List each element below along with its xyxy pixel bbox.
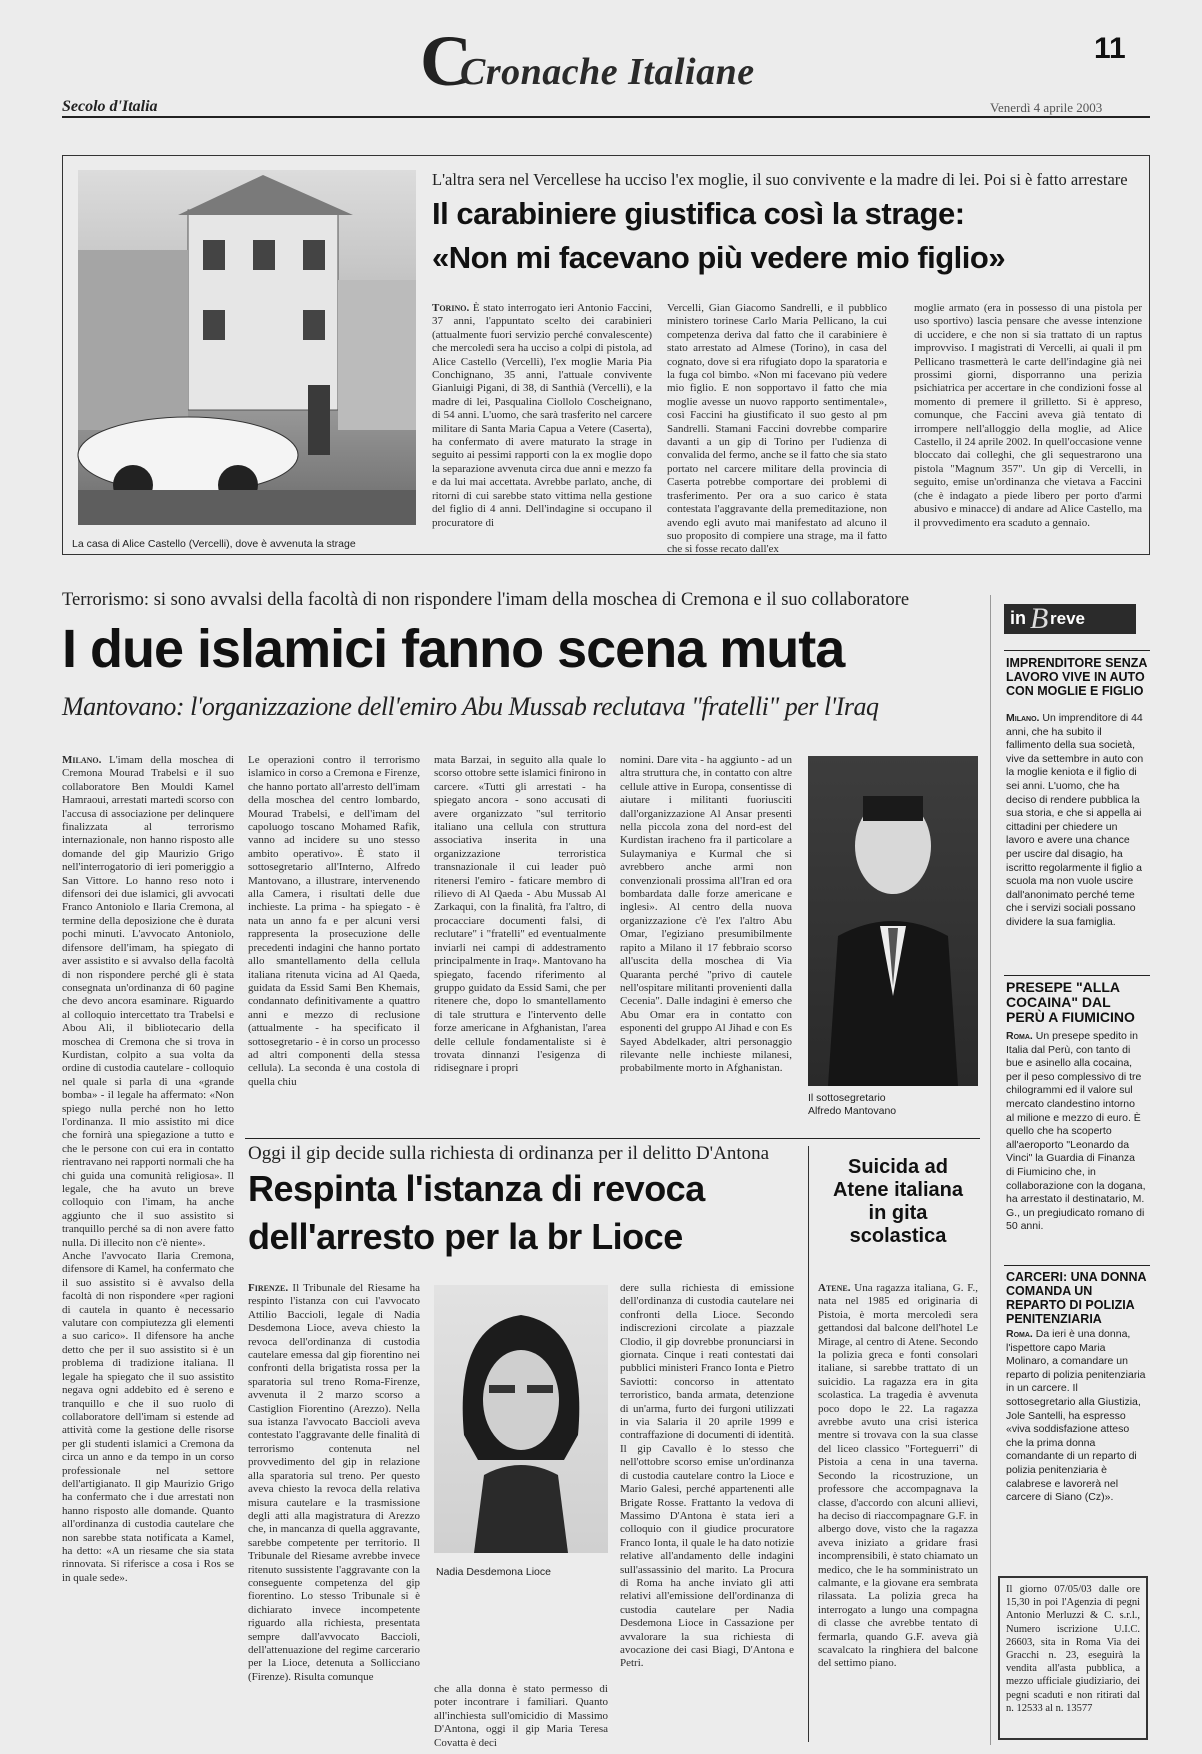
section-title-big-c: C [420, 21, 472, 101]
story2-col4: nomini. Dare vita - ha aggiunto - ad un altra struttura che, in contatto con altre cellule attive in Europa, consentisse di aiutare i militanti fuoriusciti dall'organizzazione Al Ansar presenti nella piccola zona del nord-est del Kurdistan iracheno fra il particolare a Sulaymaniya e Kurmal che si avrebbero anche armi non convenzionali prossima all'Iran ed ora bombardata dalle forze americane e inglesi». Al centro della nuova organizzazione c'è l'ex l'altro Abu Omar, l'egiziano presumibilmente rapito a Milano il 17 febbraio scorso all'uscita della moschea di Via Quaranta perché "privo di cautele nell'ospitare militanti provenienti dalla Cecenia". Dalle indagini è emerso che Abu Omar era in contatto con esponenti del gruppo Al Jihad e con Es Sayed Abdelkader, altri personaggio rilevante nelle inchieste milanesi, probabilmente morto in Afghanistan. [620, 754, 792, 1075]
inbreve-rule-2 [1004, 975, 1150, 976]
brief-2-head: PRESEPE "ALLA COCAINA" DAL PERÙ A FIUMICINO [1006, 979, 1135, 1025]
brief-2-text [1006, 1030, 1146, 1260]
story1-photo [78, 170, 416, 525]
inbreve-title-mark: B [1030, 602, 1049, 635]
story2-headline: I due islamici fanno scena muta [62, 619, 845, 679]
issue-date: Venerdì 4 aprile 2003 [990, 100, 1103, 115]
brief-2-lead: Roma. [1006, 1030, 1033, 1042]
section-title [420, 21, 800, 101]
brief-3-body: Da ieri è una donna, l'ispettore capo Maria Molinaro, a comandare un reparto di polizia penitenziaria in un carcere. Il sottosegretario alla Giustizia, Jole Santelli, ha espresso «viva soddisfazione atteso che la prima donna comandante di un reparto di polizia penitenziaria è calabrese e lavorerà nel carcere di Siano (Cz)». [1006, 1328, 1146, 1504]
story2-col1-text: L'imam della moschea di Cremona Mourad Trabelsi e il suo collaboratore Ben Mouldi Kamel Hamraoui, arrestati martedì scorso con l'accusa di associazione per delinquere finalizzata al terrorismo internazionale, non hanno risposto alle domande del gip Maurizio Grigo nell'interrogatorio di ieri pomeriggio a San Vittore. Lo hanno reso noto i difensori dei due islamici, gli avvocati Franco Antoniolo e Ilaria Cremona, al termine della deposizione che è durata pochi minuti. L'avvocato Antoniolo, difensore dell'imam, ha spiegato di aver assistito e si avvalso della facoltà di non rispondere perché gli è stata consegnata un'ordinanza di 60 pagine che devo ancora esaminare. Riguardo al colloquio intercettato tra Trabelsi e Abou Ali, il bibliotecario della moschea di Cremona che si trova in Kurdistan, colpito a sua volta da ordine di custodia cautelare - colloquio nel quale si parla di una «grande bomba» - il legale ha affermato: «Non spiego nulla perché non ho letto l'ordinanza. Il mio assistito mi dice che fornirà una spiegazione a tutto e che le persone con cui era in contatto rientravano nei rapporti normali che ha chi guida una comunità religiosa». Il legale, che ha avuto un breve colloquio con l'imam, ha anche aggiunto che il suo assistito si tranquillo perché sa di non avere fatto nulla. Di illecito non c'è niente». [62, 754, 235, 1249]
brief-1-text [1006, 712, 1146, 997]
story1-col1-text: È stato interrogato ieri Antonio Faccini, 37 anni, l'appuntato scelto dei carabinieri (attualmente fuori servizio perché convalescente) che mercoledì sera ha ucciso a colpi di pistola, ad Alice Castello (Vercelli), l'ex moglie Maria Pia Conchignano, 35 anni, l'attuale convivente Gianluigi Pigani, di 38, di Santhià (Vercelli), e la madre di lei, Pasqualina Ciollolo Coscheignano, di 54 anni. L'uomo, che sarà trasferito nel carcere militare di Santa Maria Capua a Vetere (Caserta), ha confermato di avere maturato la strage in seguito ai pessimi rapporti con la ex moglie dopo la separazione avvenuta circa due anni e mezzo fa e da lui mai accettata. Avrebbe parlato, anche, di ritorni di cui sarebbe stato vittima nella gestione del figlio di 4 anni. Dell'indagine si occupano il procuratore di [432, 302, 652, 529]
portrait-mantovano [808, 756, 978, 1086]
story2-kicker: Terrorismo: si sono avvalsi della facoltà di non rispondere l'imam della moschea di Cremona e il suo collaboratore [62, 590, 910, 610]
story3-headline-1: Respinta l'istanza di revoca [248, 1168, 705, 1209]
story2-bottom-rule [245, 1138, 980, 1139]
inbreve-title-prefix: in [1010, 608, 1026, 628]
brief-1-lead: Milano. [1006, 712, 1040, 724]
story1-photo-caption: La casa di Alice Castello (Vercelli), dove è avvenuta la strage [72, 538, 356, 550]
story3-kicker: Oggi il gip decide sulla richiesta di ordinanza per il delitto D'Antona [248, 1143, 770, 1164]
paper-name: Secolo d'Italia [62, 98, 158, 115]
brief-1-body: Un imprenditore di 44 anni, che ha subito il fallimento della sua società, vive da settembre in auto con la moglie keniota e il figlio di sei anni. L'uomo, che ha deciso di rendere pubblica la sua storia, e che si appella ai cittadini per chiedere un lavoro e avere una chance per uscire dal disagio, ha iscritto regolarmente il figlio a scuola ma non vuole uscire dall'anonimato perché teme che i servizi sociali possano dividere la sua famiglia. [1006, 712, 1144, 928]
story1-col1 [432, 302, 652, 550]
story1-col2: Vercelli, Gian Giacomo Sandrelli, e il pubblico ministero torinese Carlo Maria Pellicano, la cui competenza deriva dal fatto che il carabiniere è stato arrestato ad Almese (Torino), in casa del cognato, dove si era rifugiato dopo la sparatoria e la fuga col bimbo. «Non mi facevano più vedere mio figlio. E non sopportavo il fatto che mia moglie avesse un nuovo rapporto sentimentale», così Faccini ha giustificato il suo gesto al pm Sandrelli. Stamani Faccini dovrebbe comparire davanti a un gip di Torino per l'udienza di convalida del fermo, anche se il fatto che sia stato portato nel carcere militare della provincia di Caserta potrebbe comportare dei problemi di trasferimento. Per ora a suo carico è stata contestata l'aggravante della premeditazione, non avendo egli avuto mai manifestato ad alcuno il suo proposito di compiere una strage, ma il fatto che si fosse recato dall'ex [667, 302, 887, 556]
story3-photo [434, 1285, 608, 1553]
story2-photo-caption-2: Alfredo Mantovano [808, 1105, 897, 1117]
brief-3-head: CARCERI: UNA DONNA COMANDA UN REPARTO DI POLIZIA PENITENZIARIA [1006, 1270, 1147, 1326]
notice-text: Il giorno 07/05/03 dalle ore 15,30 in poi l'Agenzia di pegni Antonio Merluzzi & C. s.r.l., Numero iscrizione U.I.C. 26603, sita in Roma Via dei Gracchi n. 23, eseguirà la vendita all'asta pubblica, a mezzo ufficiale giudiziario, dei pegni scaduti e non ritirati dal n. 12533 al n. 13577 [1006, 1584, 1140, 1714]
story2-col1-lead: Milano. [62, 754, 102, 766]
story4-col [818, 1282, 978, 1734]
inbreve-title-suffix: reve [1050, 609, 1085, 628]
story4-col-text: Una ragazza italiana, G. F., nata nel 1985 ed originaria di Pistoia, è morta mercoledì sera gettandosi dal balcone dell'hotel Le Mirage, al centro di Atene. Secondo la polizia greca e fonti consolari italiane, si sarebbe trattato di un suicidio. La ragazza era in gita scolastica. La tragedia è avvenuta poco dopo le 22. La ragazza avrebbe avuto una crisi isterica mentre si trovava con la sua classe del liceo classico "Forteguerri" di Pistoia a cena in una taverna. Secondo la ricostruzione, un professore che accompagnava la classe, d'accordo con alcuni allievi, ha deciso di riaccompagnare G.F. in albergo dove, visto che la ragazza aveva iniziato a gridare frasi incomprensibili, è stato chiamato un medico, che le ha somministrato un calmante, e la giovane era sembrata rilassata. La polizia greca ha interrogato a lungo una compagna di classe che avrebbe tentato di fermarla, quando G.F. aveva già scavalcato la ringhiera del balcone del settimo piano. [818, 1282, 978, 1670]
portrait-lioce [434, 1285, 608, 1553]
story2-photo [808, 756, 978, 1086]
story1-kicker: L'altra sera nel Vercellese ha ucciso l'ex moglie, il suo convivente e la madre di lei. Poi si è fatto arrestare [432, 170, 1128, 189]
story1-col3: moglie armato (era in possesso di una pistola per uso sportivo) lascia pensare che avesse intenzione di uccidere, e che non si sia trattato di un raptus improvviso. I magistrati di Vercelli, ai quali il pm Pellicano trasmetterà le carte dell'indagine già nei prossimi giorni, disporranno una perizia psichiatrica per accertare in che condizioni fosse al momento di premere il grilletto. Si è appreso, comunque, che Faccini aveva già tentato di irrompere nell'alloggio della moglie, ad Alice Castello, il 24 aprile 2002. In quell'occasione venne bloccato dai colleghi, che gli sequestrarono una pistola "Magnum 357". Un gip di Vercelli, in seguito, emise un'ordinanza che vietava a Faccini (che è indagato a piede libero per porto d'armi abusivo e minacce) di andare ad Alice Castello, ma il provvedimento era scaduto a gennaio. [914, 302, 1142, 529]
story4-col-lead: Atene. [818, 1282, 851, 1294]
story3-photo-caption: Nadia Desdemona Lioce [436, 1566, 551, 1578]
story3-col1 [248, 1282, 420, 1734]
story2-photo-caption-1: Il sottosegretario [808, 1092, 886, 1104]
inbreve-rule-3 [1004, 1265, 1150, 1266]
story3-col2: dere sulla richiesta di emissione dell'ordinanza di custodia cautelare nei confronti della Lioce. Secondo indiscrezioni circolate a piazzale Clodio, il gip dovrebbe pronunciarsi in giornata. Cinque i reati contestati dai pubblici ministeri Franco Ionta e Pietro Saviotti: concorso in attentato terroristico, banda armata, detenzione di un'arma, furto dei furgoni utilizzati in via Salaria il 20 aprile 1999 e contraffazione di documenti di identità. Il gip Cavallo è lo stesso che nell'ottobre scorso emise un'ordinanza di custodia cautelare contro la Lioce e Mario Galesi, perché appartenenti alle Brigate Rosse. Frattanto la vedova di Massimo D'Antona è stata ieri a colloquio con il giudice procuratore Franco Ionta, il quale le ha dato notizie relative all'andamento delle indagini sull'assassinio del marito. La Procura di Roma ha anche inviato gli atti relativi all'emissione dell'ordinanza di custodia cautelare per Nadia Desdemona Lioce in Cassazione per avvalorare la sua richiesta di avocazione dei casi Biagi, D'Antona e Petri. [620, 1282, 794, 1670]
story1-headline-2: «Non mi facevano più vedere mio figlio» [432, 240, 1006, 275]
brief-3-lead: Roma. [1006, 1328, 1033, 1340]
story3-col1-text: Il Tribunale del Riesame ha respinto l'istanza con cui l'avvocato Attilio Baccioli, legale di Nadia Desdemona Lioce, aveva chiesto la revoca dell'ordinanza di custodia cautelare emessa dal gip fiorentino nei confronti della brigatista rossa per la sparatoria sul treno Roma-Firenze, avvenuta il 2 marzo scorso a Castiglion Fiorentino (Arezzo). Nella sua istanza l'avvocato Baccioli aveva contestato l'aggravante delle finalità di terrorismo contenuta nel provvedimento del gip in relazione alla sparatoria sul treno. Per questo aveva chiesto la revoca della relativa misura cautelare e la trasmissione degli atti alla magistratura di Arezzo che, in mancanza di quella aggravante, sarebbe competente per territorio. Il Tribunale del Riesame avrebbe invece ritenuto sussistente l'aggravante con la conseguente competenza del gip fiorentino. Lo stesso Tribunale si è dichiarato invece incompetente riguardo alla richiesta, presentata sempre dall'avvocato Baccioli, dell'attenuazione del regime carcerario per la Lioce, detenuta a Sollicciano (Firenze). Risulta comunque [248, 1282, 420, 1683]
brief-2-body: Un presepe spedito in Italia dal Perù, con tanto di bue e asinello alla cocaina, per il peso complessivo di tre chilogrammi ed il valore sul mercato clandestino intorno al milione e mezzo di euro. È quello che ha scoperto all'aeroporto "Leonardo da Vinci" la Guardia di Finanza di Fiumicino che, in collaborazione con la dogana, ha arrestato il destinatario, M. G., un pregiudicato romano di 50 anni. [1006, 1030, 1146, 1233]
notice-box [998, 1576, 1148, 1740]
masthead-rule [62, 116, 1150, 118]
story2-col1 [62, 754, 234, 1734]
story2-col2: Le operazioni contro il terrorismo islamico in corso a Cremona e Firenze, che hanno portato all'arresto dell'imam della moschea del centro lombardo, Mourad Trabelsi, e dell'imam del capoluogo toscano Mohamed Rafik, vanno ad incidere su uno stesso ambito operativo». È stato il sottosegretario all'Interno, Alfredo Mantovano, a illustrare, intervenendo alla Camera, i risultati delle due inchieste. La prima - ha spiegato - è nata un anno fa e per alcuni versi rappresenta la prosecuzione delle precedenti indagini che hanno portato allo smantellamento della cellula italiana ritenuta vicina ad Al Qaeda, guidata da Essid Sami Ben Khemais, condannato definitivamente a quattro anni e mezzo di reclusione (attualmente - ha specificato il sottosegretario - è in corso un processo ad altri componenti della stessa cellula). La seconda è una costola di quella chiu [248, 754, 420, 1088]
story4-headline: Suicida ad Atene italiana in gita scolastica [832, 1156, 964, 1247]
story3-col1-end: che alla donna è stato permesso di poter incontrare i familiari. Quanto all'inchiesta sull'omicidio di Massimo D'Antona, oggi il gip Maria Teresa Covatta è deci [434, 1683, 608, 1749]
house-illustration [78, 170, 416, 525]
section-title-text: Cronache Italiane [460, 51, 755, 93]
story1-col1-lead: Torino. [432, 302, 470, 314]
story3-headline-2: dell'arresto per la br Lioce [248, 1216, 683, 1257]
brief-3-text [1006, 1328, 1146, 1568]
story2-col3: mata Barzai, in seguito alla quale lo scorso ottobre sette islamici finirono in carcere. «Tutti gli arrestati - ha spiegato ancora - sono accusati di avere organizzato "sul territorio italiano una cellula con struttura associativa inserita in una organizzazione terroristica transnazionale il cui leader può ritenersi l'emiro - faticare membro di rilievo di Al Qaeda - Abu Mussab Al Zarkaqui, con la finalità, fra l'altro, di procacciare documenti falsi, di reclutare" i "fratelli" ed eventualmente inviarli nei campi di addestramento principalmente in Iraq». Mantovano ha spiegato, facendo riferimento al gruppo guidato da Essid Sami, che per ritenere che, dopo lo smantellamento di tale struttura e l'intervento delle forze americane in Afghanistan, l'area delle cellule fondamentaliste si è trovata dinnanzi l'esigenza di ridisegnare i propri [434, 754, 606, 1075]
story2-col1b-text: Anche l'avvocato Ilaria Cremona, difensore di Kamel, ha confermato che il suo assistito si è avvalso della facoltà di non rispondere «per ragioni di cautela in quanto è necessario valutare con compiutezza gli elementi a suo carico». Il difensore ha anche detto che per il suo assistito si è un problema di tradizione italiana. Il legale ha spiegato che il suo assistito negava ogni addebito ed è sereno e tranquillo e che il suo ruolo di collaboratore dell'imam si estende ad attività come la gestione delle risorse per gli studenti islamici a Cremona da circa un anno e da tempo in un corso professionale nel settore dell'artigianato. Il gip Maurizio Grigo ha confermato che i due arrestati non hanno risposto alle domande. Quanto all'ordinanza di custodia cautelare che non sarebbe stata notificata a Kamel, ha detto: «A un riesame che sia stata rinnovata. Si riferisce a cosa i Ros se in quale sede». [62, 1250, 234, 1584]
page-number: 11 [1094, 32, 1126, 65]
story1-headline-1: Il carabiniere giustifica così la strage: [432, 196, 965, 231]
inbreve-title [1004, 604, 1136, 634]
story3-col1-lead: Firenze. [248, 1282, 289, 1294]
story2-subhead: Mantovano: l'organizzazione dell'emiro Abu Mussab reclutava "fratelli" per l'Iraq [62, 692, 879, 721]
brief-1-head: IMPRENDITORE SENZA LAVORO VIVE IN AUTO CON MOGLIE E FIGLIO [1006, 656, 1147, 698]
inbreve-rule-1 [1004, 650, 1150, 651]
